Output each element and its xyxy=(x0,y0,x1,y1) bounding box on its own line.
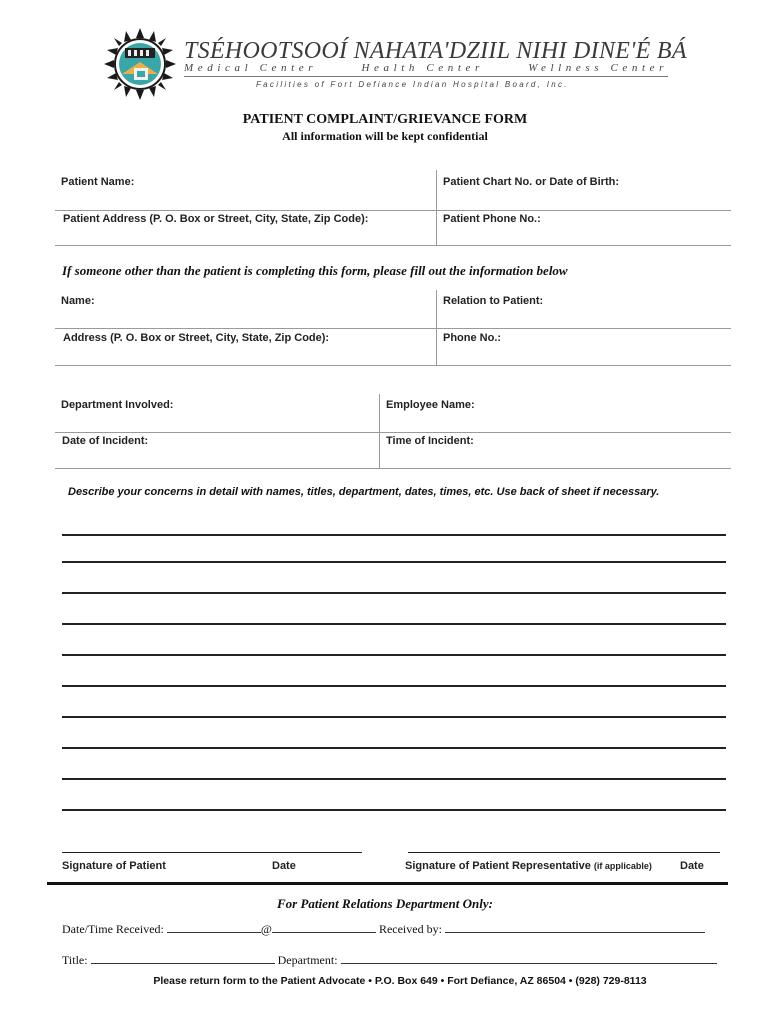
org-name: TSÉHOOTSOOÍ NAHATA'DZIIL NIHI DINE'É BÁ xyxy=(184,38,687,64)
form-subtitle: All information will be kept confidential xyxy=(282,129,488,143)
department-field[interactable]: Department Involved: xyxy=(61,399,174,411)
received-by-label: Received by: xyxy=(378,922,442,936)
sun-seal-logo-icon xyxy=(104,28,176,100)
other-name-field[interactable]: Name: xyxy=(61,295,95,307)
writing-line[interactable] xyxy=(62,809,726,811)
writing-line[interactable] xyxy=(62,592,726,594)
center-medical: Medical Center xyxy=(184,62,318,74)
title-field[interactable] xyxy=(91,951,275,964)
rep-label-note: (if applicable) xyxy=(593,861,652,871)
incident-date-field[interactable]: Date of Incident: xyxy=(62,435,149,447)
column-divider xyxy=(379,394,380,469)
at-symbol: @ xyxy=(260,922,272,936)
date-received-field[interactable] xyxy=(167,920,261,933)
writing-line[interactable] xyxy=(62,685,726,687)
relation-field[interactable]: Relation to Patient: xyxy=(443,295,544,307)
date-received-label: Date/Time Received: xyxy=(62,922,164,936)
employee-field[interactable]: Employee Name: xyxy=(386,399,475,411)
representative-signature-line[interactable] xyxy=(408,852,720,853)
incident-time-field[interactable]: Time of Incident: xyxy=(386,435,474,447)
department-office-label: Department: xyxy=(277,953,338,967)
patient-name-field[interactable]: Patient Name: xyxy=(61,176,135,188)
logo xyxy=(104,28,176,100)
writing-line[interactable] xyxy=(62,778,726,780)
representative-date-label: Date xyxy=(680,860,704,872)
section-separator xyxy=(47,882,728,885)
center-types xyxy=(184,62,668,74)
writing-line[interactable] xyxy=(62,561,726,563)
office-use-heading: For Patient Relations Department Only: xyxy=(277,896,493,911)
patient-chart-field[interactable]: Patient Chart No. or Date of Birth: xyxy=(443,176,620,188)
patient-signature-label: Signature of Patient xyxy=(62,860,166,872)
column-divider xyxy=(436,290,437,366)
other-person-heading: If someone other than the patient is completing this form, please fill out the information below xyxy=(62,263,568,278)
title-row xyxy=(62,951,726,968)
patient-address-field[interactable]: Patient Address (P. O. Box or Street, City, State, Zip Code): xyxy=(63,213,369,225)
department-office-field[interactable] xyxy=(341,951,717,964)
writing-line[interactable] xyxy=(62,747,726,749)
divider xyxy=(55,210,731,211)
received-by-field[interactable] xyxy=(445,920,705,933)
center-health: Health Center xyxy=(361,62,484,74)
other-address-field[interactable]: Address (P. O. Box or Street, City, State, Zip Code): xyxy=(63,332,330,344)
title-label: Title: xyxy=(62,953,88,967)
time-received-field[interactable] xyxy=(272,920,376,933)
divider xyxy=(55,328,731,329)
representative-signature-label xyxy=(405,860,652,872)
footer-contact: Please return form to the Patient Advocate • P.O. Box 649 • Fort Defiance, AZ 86504 • (928) 729-8113 xyxy=(153,975,647,987)
center-wellness: Wellness Center xyxy=(528,62,668,74)
patient-phone-field[interactable]: Patient Phone No.: xyxy=(443,213,541,225)
form-title: PATIENT COMPLAINT/GRIEVANCE FORM xyxy=(242,112,528,127)
writing-line[interactable] xyxy=(62,623,726,625)
facilities-line: Facilities of Fort Defiance Indian Hospital Board, Inc. xyxy=(256,80,569,89)
concerns-instruction: Describe your concerns in detail with names, titles, department, dates, times, etc. Use back of sheet if necessary. xyxy=(68,486,660,498)
writing-line[interactable] xyxy=(62,716,726,718)
column-divider xyxy=(436,170,437,246)
divider xyxy=(55,468,731,469)
header-rule xyxy=(184,76,668,77)
divider xyxy=(55,432,731,433)
patient-signature-line[interactable] xyxy=(62,852,362,853)
received-row xyxy=(62,920,726,937)
other-phone-field[interactable]: Phone No.: xyxy=(443,332,502,344)
writing-line[interactable] xyxy=(62,534,726,536)
rep-label-text: Signature of Patient Representative xyxy=(405,860,591,872)
divider xyxy=(55,245,731,246)
divider xyxy=(55,365,731,366)
patient-date-label: Date xyxy=(272,860,296,872)
writing-line[interactable] xyxy=(62,654,726,656)
